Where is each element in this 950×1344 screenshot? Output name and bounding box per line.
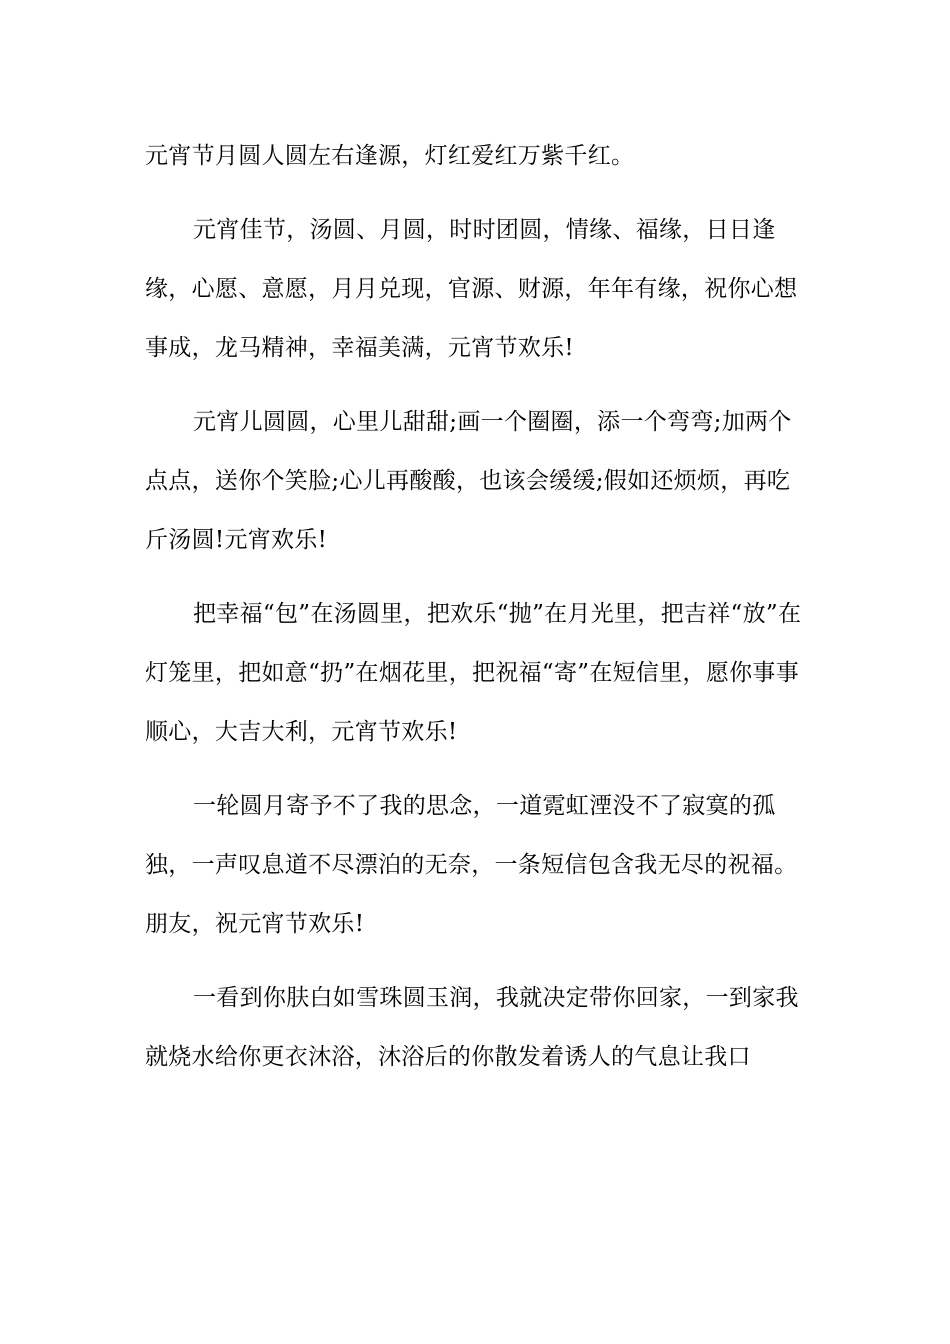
paragraph-3: 元宵儿圆圆，心里儿甜甜;画一个圈圈，添一个弯弯;加两个点点，送你个笑脸;心儿再酸酸，也该会缓缓;假如还烦烦，再吃斤汤圆!元宵欢乐! [145, 409, 792, 553]
paragraph-1: 元宵节月圆人圆左右逢源，灯红爱红万紫千红。 [145, 143, 635, 169]
paragraph-2: 元宵佳节，汤圆、月圆，时时团圆，情缘、福缘，日日逢缘，心愿、意愿，月月兑现，官源、财源，年年有缘，祝你心想事成，龙马精神，幸福美满，元宵节欢乐! [145, 217, 798, 361]
paragraph-6: 一看到你肤白如雪珠圆玉润，我就决定带你回家，一到家我就烧水给你更衣沐浴，沐浴后的你散发着诱人的气息让我口 [145, 985, 799, 1070]
paragraph-5: 一轮圆月寄予不了我的思念，一道霓虹湮没不了寂寞的孤独，一声叹息道不尽漂泊的无奈，一条短信包含我无尽的祝福。朋友，祝元宵节欢乐! [145, 793, 798, 937]
paragraph-4: 把幸福“包”在汤圆里，把欢乐“抛”在月光里，把吉祥“放”在灯笼里，把如意“扔”在烟花里，把祝福“寄”在短信里，愿你事事顺心，大吉大利，元宵节欢乐! [145, 601, 802, 745]
document-body [145, 127, 809, 1102]
